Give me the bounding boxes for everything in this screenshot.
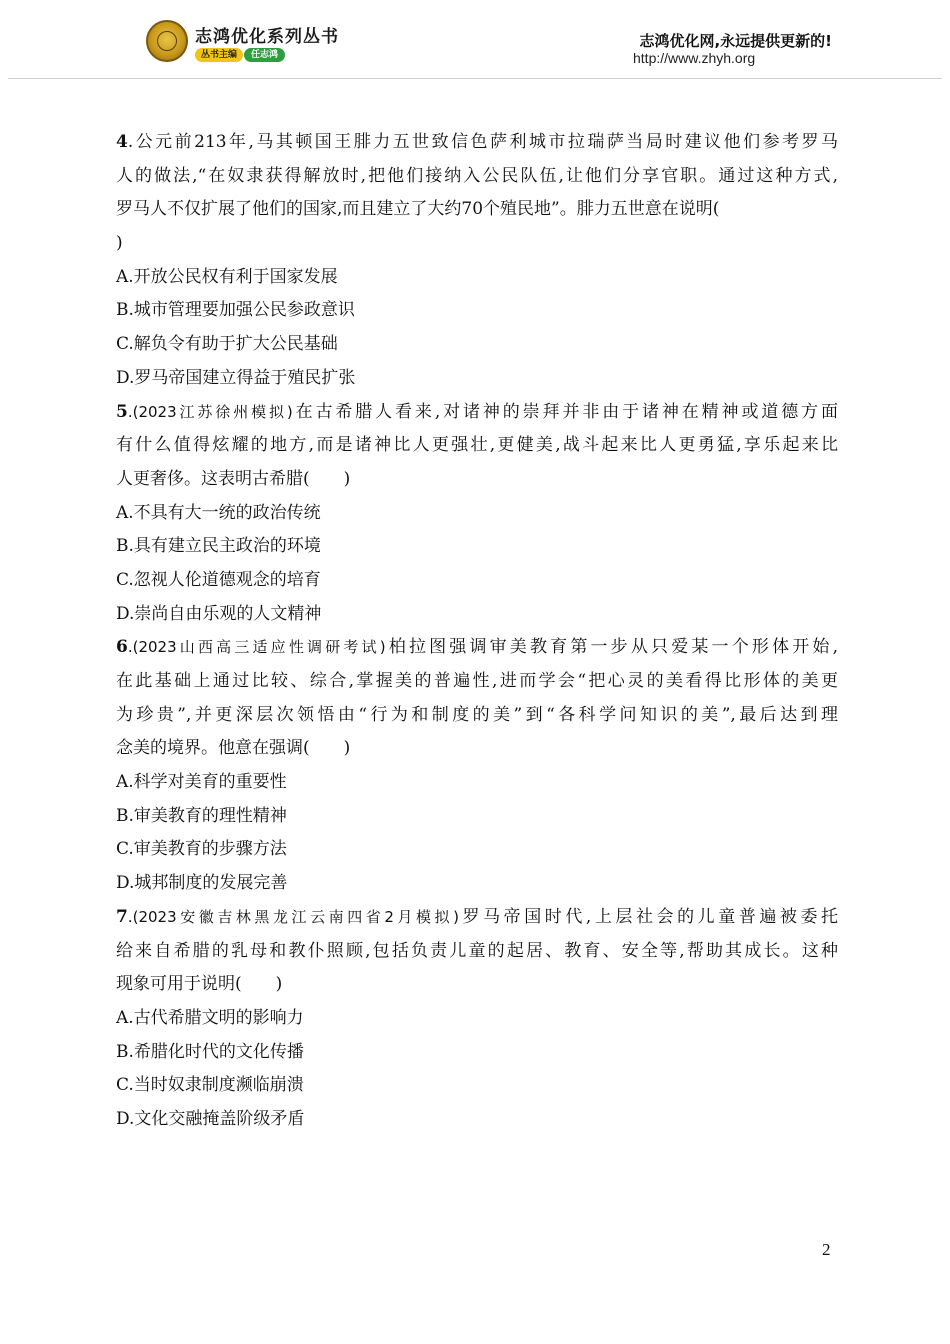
question-stem-line: 现象可用于说明( )	[116, 974, 283, 995]
header-url[interactable]: http://www.zhyh.org	[633, 50, 756, 66]
question-number: 7	[116, 906, 128, 927]
option-a: A.不具有大一统的政治传统	[116, 502, 321, 523]
question-stem-line: 罗马人不仅扩展了他们的国家,而且建立了大约70个殖民地”。腓力五世意在说明(	[116, 199, 720, 220]
option-a: A.古代希腊文明的影响力	[116, 1007, 304, 1028]
page-header	[0, 0, 950, 82]
question-7	[116, 901, 838, 1137]
option-d: D.文化交融掩盖阶级矛盾	[116, 1108, 305, 1129]
option-c: C.当时奴隶制度濒临崩溃	[116, 1075, 304, 1096]
question-source: .(2023江苏徐州模拟)	[127, 402, 293, 421]
question-source: .(2023山西高三适应性调研考试)	[127, 638, 386, 657]
option-d: D.城邦制度的发展完善	[116, 873, 288, 894]
question-stem-line: 5.(2023江苏徐州模拟)在古希腊人看来,对诸神的崇拜并非由于诸神在精神或道德方面	[116, 401, 838, 422]
question-stem-line: 人更奢侈。这表明古希腊( )	[116, 468, 351, 489]
option-b: B.具有建立民主政治的环境	[116, 536, 321, 557]
editor-name: 任志鸿	[244, 48, 285, 62]
option-b: B.希腊化时代的文化传播	[116, 1041, 304, 1062]
question-stem-line: 为珍贵”,并更深层次领悟由“行为和制度的美”到“各科学问知识的美”,最后达到理	[116, 704, 838, 725]
header-divider	[8, 78, 942, 79]
question-source: .(2023安徽吉林黑龙江云南四省2月模拟)	[127, 907, 459, 926]
series-name: 志鸿优化系列丛书	[195, 27, 339, 47]
question-stem-line: )	[116, 233, 123, 254]
question-number: 5	[116, 401, 128, 422]
publisher-logo-icon	[146, 20, 188, 62]
question-number: 6	[116, 637, 128, 658]
question-5	[116, 396, 838, 632]
option-b: B.审美教育的理性精神	[116, 805, 287, 826]
question-number: 4	[116, 132, 128, 152]
option-c: C.忽视人伦道德观念的培育	[116, 569, 321, 590]
questions-container	[116, 126, 838, 1137]
question-stem-line: 念美的境界。他意在强调( )	[116, 738, 351, 759]
option-c: C.审美教育的步骤方法	[116, 839, 287, 860]
option-c: C.解负令有助于扩大公民基础	[116, 334, 338, 355]
question-stem-line: 有什么值得炫耀的地方,而是诸神比人更强壮,更健美,战斗起来比人更勇猛,享乐起来比	[116, 435, 838, 456]
option-a: A.开放公民权有利于国家发展	[116, 266, 338, 287]
question-stem-line: 给来自希腊的乳母和教仆照顾,包括负责儿童的起居、教育、安全等,帮助其成长。这种	[116, 940, 838, 961]
question-stem-line: 在此基础上通过比较、综合,掌握美的普遍性,进而学会“把心灵的美看得比形体的美更	[116, 671, 838, 691]
header-slogan: 志鸿优化网,永远提供更新的!	[639, 32, 832, 50]
question-stem-line: 4.公元前213年,马其顿国王腓力五世致信色萨利城市拉瑞萨当局时建议他们参考罗马	[116, 132, 838, 152]
question-4	[116, 126, 838, 396]
option-d: D.罗马帝国建立得益于殖民扩张	[116, 367, 356, 388]
question-stem-line: 7.(2023安徽吉林黑龙江云南四省2月模拟)罗马帝国时代,上层社会的儿童普遍被委托	[116, 906, 838, 927]
question-stem-line: 6.(2023山西高三适应性调研考试)柏拉图强调审美教育第一步从只爱某一个形体开始,	[116, 637, 839, 658]
editor-label: 丛书主编	[195, 48, 243, 62]
option-d: D.崇尚自由乐观的人文精神	[116, 603, 322, 624]
option-a: A.科学对美育的重要性	[116, 772, 287, 793]
option-b: B.城市管理要加强公民参政意识	[116, 300, 355, 321]
question-stem-line: 人的做法,“在奴隶获得解放时,把他们接纳入公民队伍,让他们分享官职。通过这种方式,	[116, 165, 838, 186]
page-number: 2	[822, 1240, 831, 1259]
question-6	[116, 631, 838, 901]
